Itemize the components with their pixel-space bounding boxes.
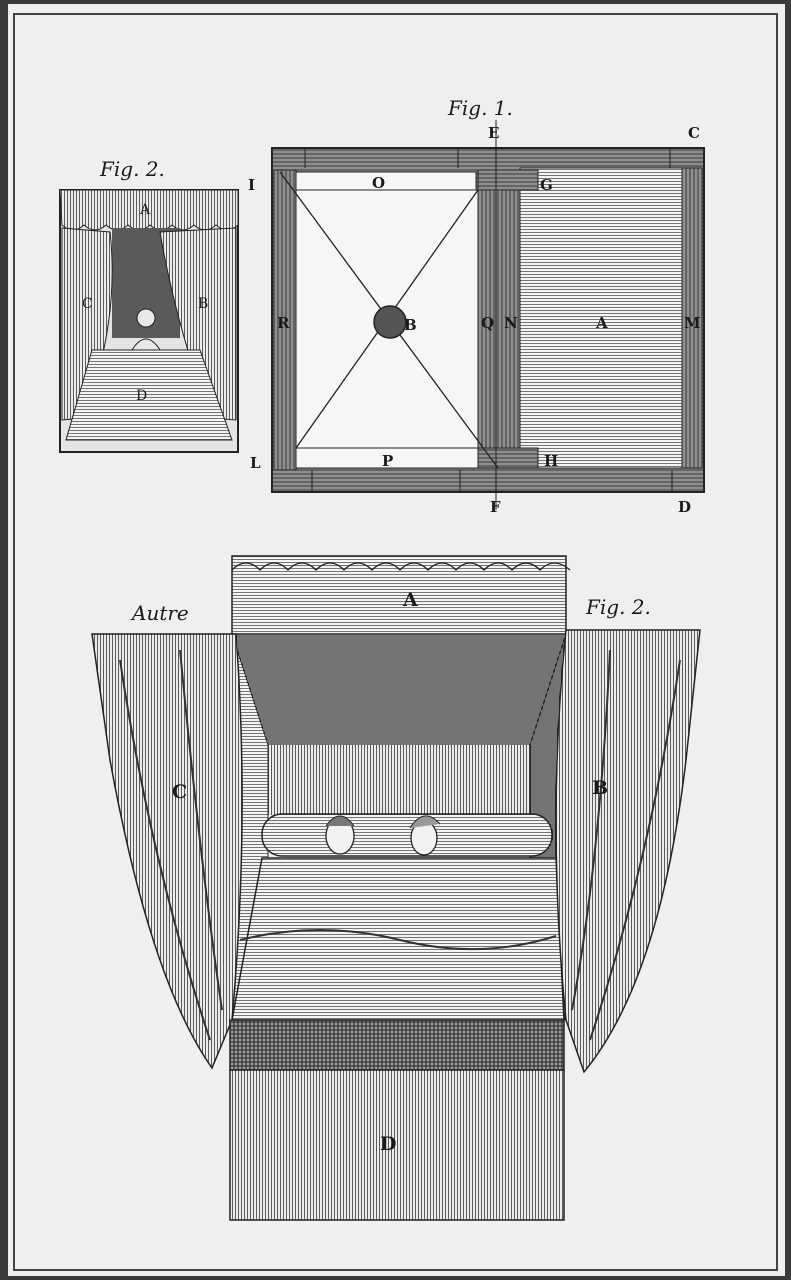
label-i: I <box>248 176 256 194</box>
caption-fig2-large: Fig. 2. <box>586 595 651 619</box>
label-h: H <box>544 452 559 470</box>
fig1-ledge-h <box>478 448 538 468</box>
label-r: R <box>277 314 290 332</box>
fig2-large-base-band <box>230 1020 564 1070</box>
caption-autre: Autre <box>132 601 189 625</box>
fig2-large-bolster <box>262 814 552 856</box>
caption-fig2-small: Fig. 2. <box>100 157 165 181</box>
label-f: F <box>490 498 501 516</box>
fig2-small-label-b: B <box>198 296 209 312</box>
label-c: C <box>688 124 700 142</box>
label-p: P <box>382 452 394 470</box>
label-n: N <box>504 314 518 332</box>
fig2-large-valance <box>230 1070 564 1220</box>
fig2-small-figure <box>137 309 155 327</box>
fig2-large-label-c: C <box>172 781 188 803</box>
fig2-small-label-c: C <box>82 296 93 312</box>
fig2-large-label-d: D <box>380 1133 397 1155</box>
fig1-ledge-g <box>478 170 538 190</box>
label-l: L <box>250 454 261 472</box>
fig2-large-label-a: A <box>403 589 418 611</box>
label-b: B <box>404 316 417 334</box>
label-g: G <box>540 176 553 194</box>
label-q: Q <box>481 314 495 332</box>
label-m: M <box>684 314 701 332</box>
label-e: E <box>488 124 500 142</box>
caption-fig1: Fig. 1. <box>448 96 513 120</box>
fig2-small <box>60 157 238 452</box>
label-d: D <box>678 498 692 516</box>
fig2-large-label-b: B <box>592 777 609 799</box>
label-a: A <box>596 314 608 332</box>
fig1-plan <box>248 96 704 516</box>
fig2-large-back-wall <box>268 745 530 815</box>
fig1-center-circle <box>374 306 406 338</box>
fig2-large-canopy <box>232 556 566 634</box>
fig1-strip-o <box>296 172 476 190</box>
fig2-small-label-a: A <box>140 202 151 218</box>
fig2-small-label-d: D <box>136 388 148 404</box>
label-o: O <box>372 174 386 192</box>
